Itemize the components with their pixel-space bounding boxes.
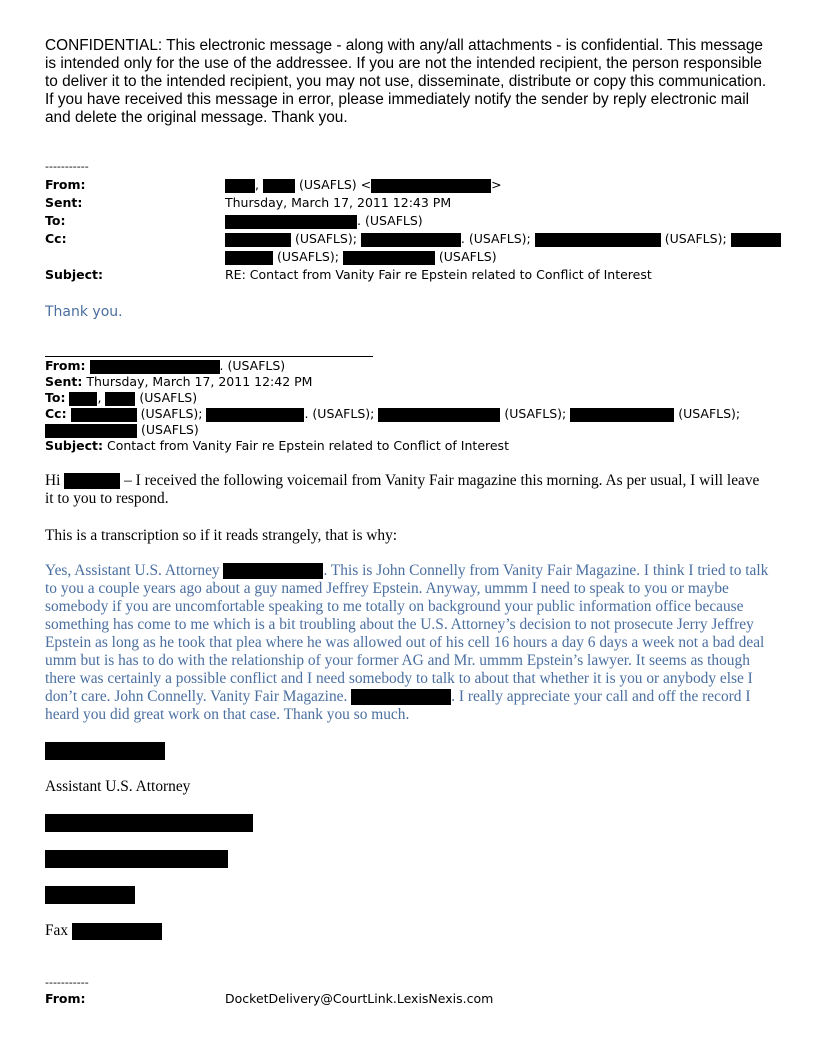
redaction — [45, 850, 228, 868]
redaction — [225, 179, 255, 193]
redaction — [45, 814, 253, 832]
confidential-notice: CONFIDENTIAL: This electronic message - along with any/all attachments - is confidential. This message is intended only for the use of the addressee. If you are not the intended recipient, the person responsible to deliver it to the intended recipient, you may not use, disseminate, distribute or copy this communication. If you have received this message in error, please immediately notify the sender by reply electronic mail and delete the original message. Thank you. — [45, 37, 767, 126]
redaction — [378, 408, 500, 422]
original-cc: Cc: (USAFLS); . (USAFLS); (USAFLS); (USAFLS); — [45, 406, 741, 421]
redaction — [45, 424, 137, 438]
redaction — [343, 251, 435, 265]
original-subject: Subject: Contact from Vanity Fair re Epstein related to Conflict of Interest — [45, 438, 509, 453]
to-label: To: — [45, 213, 66, 228]
separator-line: ----------- — [45, 160, 89, 173]
redaction — [225, 233, 291, 247]
redaction — [535, 233, 661, 247]
redaction — [225, 215, 357, 229]
sent-value: Thursday, March 17, 2011 12:43 PM — [225, 195, 452, 210]
transcription-note: This is a transcription so if it reads strangely, that is why: — [45, 527, 398, 544]
redaction — [69, 392, 97, 406]
redaction — [72, 923, 162, 940]
subject-label: Subject: — [45, 267, 103, 282]
cc-value-cont: (USAFLS); (USAFLS) — [225, 248, 497, 266]
redaction — [206, 408, 304, 422]
original-sent: Sent: Thursday, March 17, 2011 12:42 PM — [45, 374, 313, 389]
redaction — [90, 360, 220, 374]
signature-title: Assistant U.S. Attorney — [45, 778, 191, 795]
redaction — [45, 742, 165, 760]
from-value: DocketDelivery@CourtLink.LexisNexis.com — [225, 991, 494, 1006]
separator-line: ----------- — [45, 976, 89, 989]
from-label: From: — [45, 991, 86, 1006]
to-value: . (USAFLS) — [225, 212, 423, 230]
redaction — [105, 392, 135, 406]
from-value: , (USAFLS) < > — [225, 176, 502, 194]
cc-label: Cc: — [45, 231, 67, 246]
original-cc-cont: (USAFLS) — [45, 422, 199, 438]
redaction — [570, 408, 674, 422]
redaction — [64, 473, 120, 489]
redaction — [223, 563, 323, 579]
from-label: From: — [45, 177, 86, 192]
sent-label: Sent: — [45, 195, 83, 210]
subject-value: RE: Contact from Vanity Fair re Epstein related to Conflict of Interest — [225, 267, 652, 282]
redaction — [263, 179, 295, 193]
divider-line — [45, 356, 373, 357]
fax-line: Fax — [45, 922, 162, 940]
redaction — [371, 179, 491, 193]
reply-body: Thank you. — [45, 304, 123, 320]
cc-value: (USAFLS); . (USAFLS); (USAFLS); — [225, 230, 781, 248]
redaction — [731, 233, 781, 247]
original-from: From: . (USAFLS) — [45, 358, 286, 373]
voicemail-transcript: Yes, Assistant U.S. Attorney . This is John Connelly from Vanity Fair Magazine. I think I tried to talk to you a couple years ago about a guy named Jeffrey Epstein. Anyway, ummm I need to speak to you or maybe somebody if you are uncomfortable speaking to me totally on background your public information office because something has come to me which is a bit troubling about the U.S. Attorney’s decision to not prosecute Jerry Jeffrey Epstein as long as he took that plea where he was allowed out of his cell 16 hours a day 6 days a week not a bad deal umm but is has to do with the relationship of your former AG and Mr. ummm Epstein’s lawyer. It seems as though there was certainly a possible conflict and I need somebody to talk to about that whether it is you or anybody else I don’t care. John Connelly. Vanity Fair Magazine. . I really appreciate your call and off the record I heard you did great work on that case. Thank you so much. — [45, 562, 769, 723]
next-message-header — [0, 990, 816, 1008]
redaction — [361, 233, 461, 247]
intro-paragraph: Hi – I received the following voicemail from Vanity Fair magazine this morning. As per usual, I will leave it to you to respond. — [45, 472, 760, 507]
reply-header — [0, 176, 816, 288]
original-to: To: , (USAFLS) — [45, 390, 198, 405]
redaction — [225, 251, 273, 265]
redaction — [71, 408, 137, 422]
redaction — [45, 886, 135, 904]
redaction — [351, 689, 451, 705]
